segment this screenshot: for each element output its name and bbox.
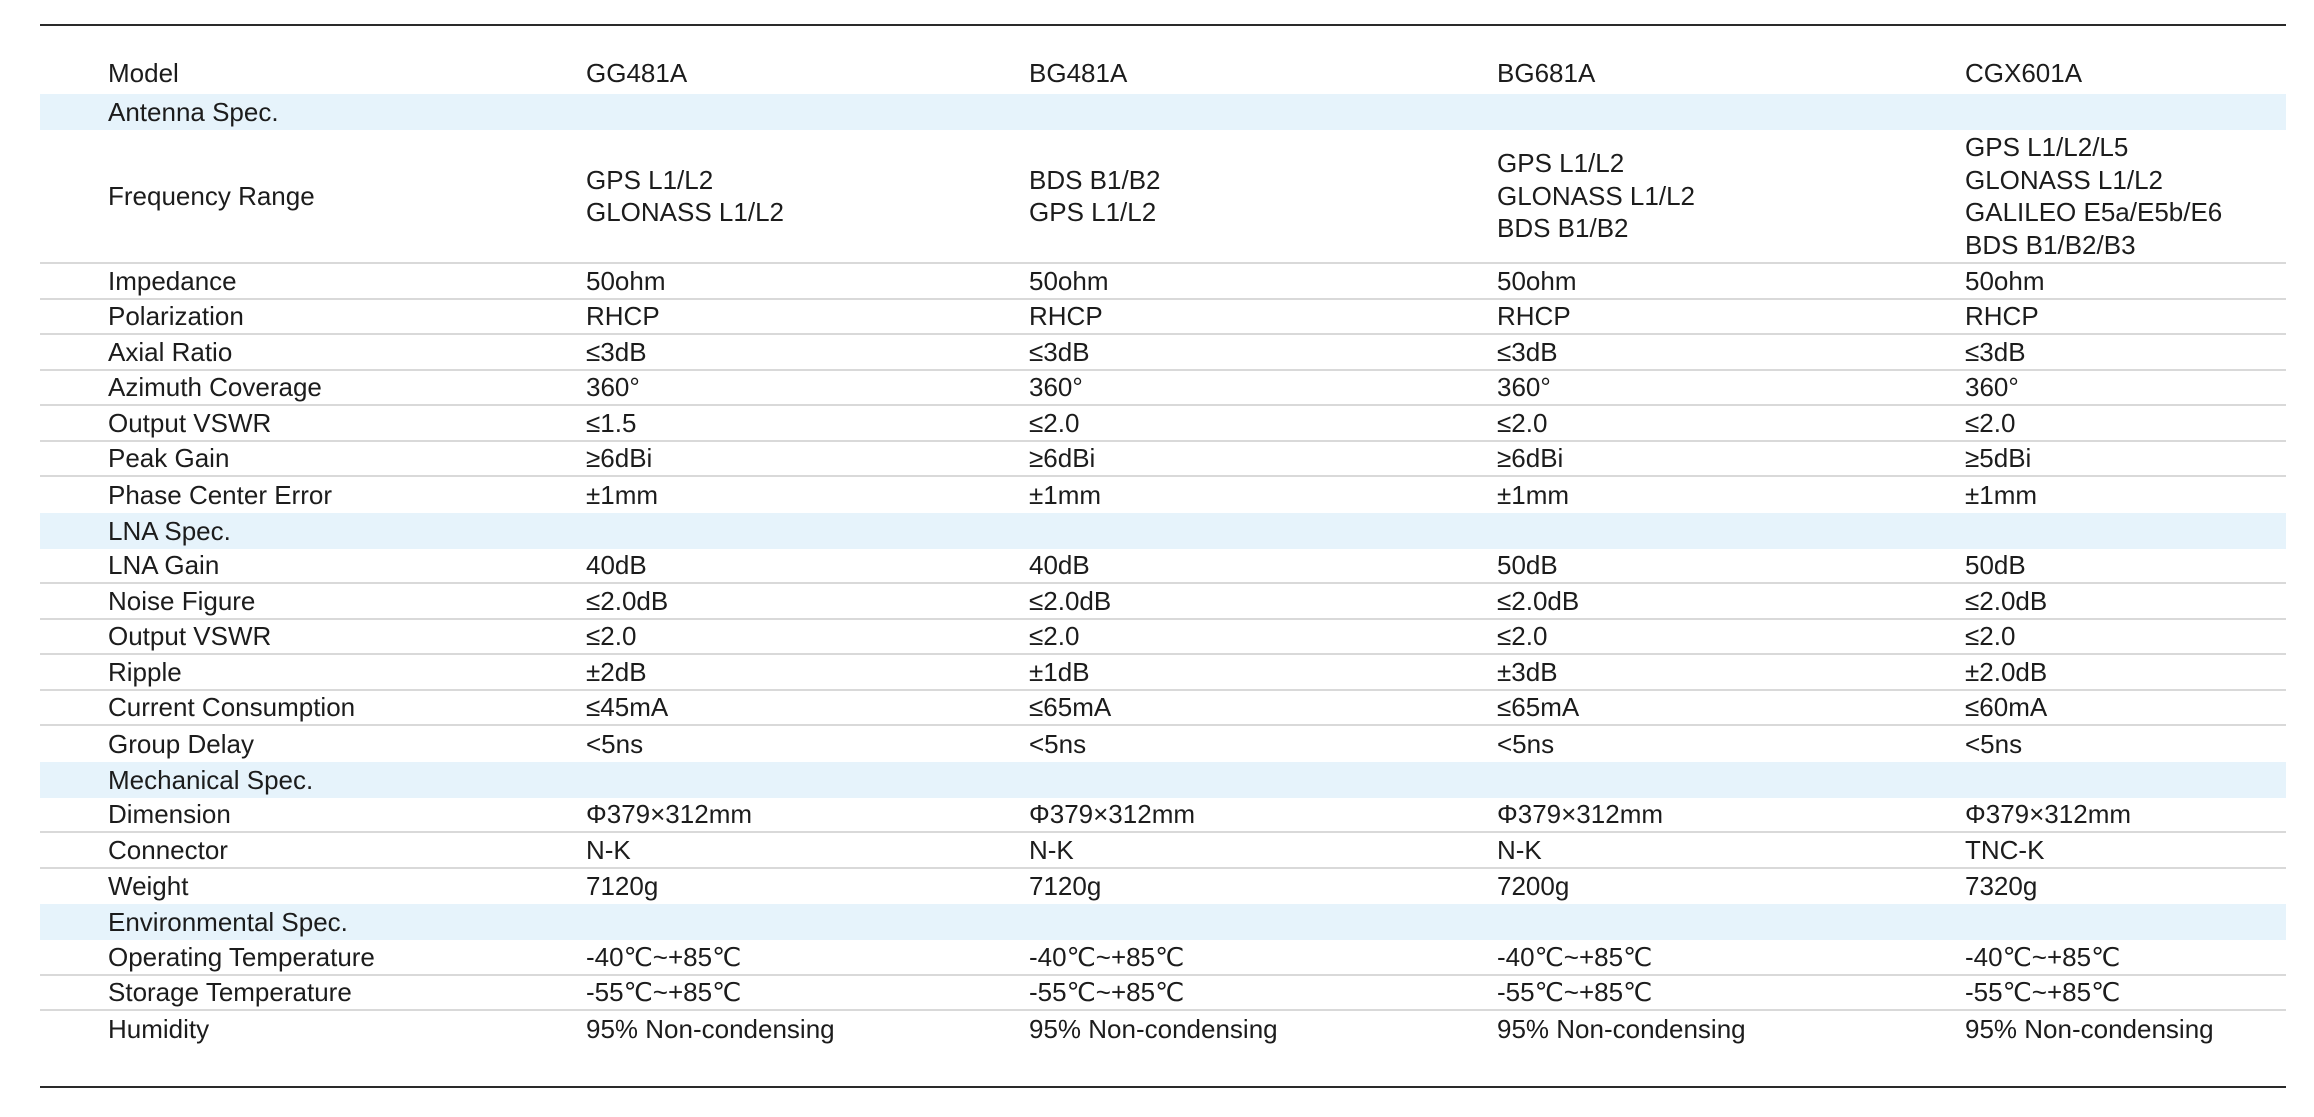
value-line: GLONASS L1/L2 [1497, 180, 1695, 211]
row-label: Humidity [108, 1013, 210, 1044]
row-value: ≤65mA [1497, 692, 1580, 723]
row-value: <5ns [586, 728, 644, 759]
row-value: ≥6dBi [586, 443, 653, 474]
section-title: Mechanical Spec. [108, 764, 314, 795]
row-value: <5ns [1965, 728, 2023, 759]
model-bg481a: BG481A [1029, 58, 1128, 88]
row-value: N-K [586, 834, 631, 865]
row-label: Weight [108, 871, 189, 902]
row-value: <5ns [1029, 728, 1087, 759]
row-label: LNA Gain [108, 550, 220, 581]
table-row [40, 620, 2286, 656]
row-label: Peak Gain [108, 443, 230, 474]
value-line: BDS B1/B2 [1497, 213, 1629, 244]
row-value: RHCP [1497, 301, 1571, 332]
row-value: N-K [1497, 834, 1542, 865]
value-line: GPS L1/L2 [586, 164, 714, 195]
section-header [40, 904, 2286, 940]
row-value: 360° [1497, 372, 1551, 403]
row-label: Azimuth Coverage [108, 372, 322, 403]
row-value: Φ379×312mm [586, 799, 753, 830]
row-value: ±2.0dB [1965, 656, 2048, 687]
row-value: ≤2.0 [1965, 621, 2016, 652]
row-value: -40℃~+85℃ [1965, 941, 2121, 972]
table-row [40, 976, 2286, 1012]
value-line: BDS B1/B2 [1029, 164, 1161, 195]
top-rule [40, 24, 2286, 26]
row-value: ≤2.0 [1965, 407, 2016, 438]
row-value: ≤2.0 [1497, 407, 1548, 438]
row-value: ≤3dB [586, 336, 647, 367]
row-value: RHCP [586, 301, 660, 332]
table-row [40, 833, 2286, 869]
row-value: RHCP [1965, 301, 2039, 332]
spec-table [40, 44, 2286, 1047]
table-row [40, 726, 2286, 762]
row-value: 95% Non-condensing [1029, 1013, 1278, 1044]
row-value: ≥6dBi [1029, 443, 1096, 474]
row-value: 50dB [1965, 550, 2026, 581]
table-row [40, 584, 2286, 620]
row-value: ±1mm [586, 479, 659, 510]
row-value: -40℃~+85℃ [1497, 941, 1653, 972]
row-value: ≤2.0dB [586, 585, 669, 616]
row-value: 50ohm [1497, 265, 1577, 296]
row-label: Output VSWR [108, 621, 272, 652]
row-value: 7120g [586, 871, 659, 902]
row-value: ≤2.0dB [1497, 585, 1580, 616]
row-label: Ripple [108, 656, 182, 687]
table-row [40, 264, 2286, 300]
header-row [40, 44, 2286, 94]
row-label: Axial Ratio [108, 336, 233, 367]
value-line: GLONASS L1/L2 [1965, 164, 2163, 195]
row-value: ≤2.0 [1029, 407, 1080, 438]
row-value: Φ379×312mm [1029, 799, 1196, 830]
row-value: 95% Non-condensing [1965, 1013, 2214, 1044]
row-value [1029, 164, 1497, 229]
row-value: ≥5dBi [1965, 443, 2032, 474]
row-value: 95% Non-condensing [586, 1013, 835, 1044]
row-value: 7200g [1497, 871, 1570, 902]
row-value: <5ns [1497, 728, 1555, 759]
value-line: GALILEO E5a/E5b/E6 [1965, 197, 2223, 227]
table-row [40, 549, 2286, 585]
row-value: Φ379×312mm [1497, 799, 1664, 830]
table-row [40, 130, 2286, 264]
row-value [1965, 131, 2286, 261]
row-value: -55℃~+85℃ [1497, 977, 1653, 1008]
row-value: ≤3dB [1965, 336, 2026, 367]
row-value: ≤60mA [1965, 692, 2048, 723]
section-title: Antenna Spec. [108, 97, 279, 127]
row-value: ±3dB [1497, 656, 1558, 687]
row-value: ≤1.5 [586, 407, 637, 438]
row-value: ±1mm [1029, 479, 1102, 510]
table-row [40, 335, 2286, 371]
model-bg681a: BG681A [1497, 58, 1596, 88]
row-value: RHCP [1029, 301, 1103, 332]
row-value: ≤3dB [1497, 336, 1558, 367]
row-value: 95% Non-condensing [1497, 1013, 1746, 1044]
model-cgx601a: CGX601A [1965, 58, 2083, 88]
row-value: ≤2.0 [1497, 621, 1548, 652]
row-value: ≤2.0dB [1029, 585, 1112, 616]
row-value: ≤2.0dB [1965, 585, 2048, 616]
model-gg481a: GG481A [586, 58, 688, 88]
row-label: Output VSWR [108, 407, 272, 438]
value-line: GPS L1/L2 [1029, 197, 1157, 227]
row-value [1497, 147, 1965, 245]
row-label: Current Consumption [108, 692, 356, 723]
row-value: 50dB [1497, 550, 1558, 581]
value-line: GLONASS L1/L2 [586, 197, 784, 227]
section-title: Environmental Spec. [108, 907, 348, 937]
table-row [40, 798, 2286, 834]
row-label: Dimension [108, 799, 231, 830]
row-value: -40℃~+85℃ [586, 941, 742, 972]
row-value: 50ohm [1029, 265, 1109, 296]
row-value: ≤45mA [586, 692, 669, 723]
row-label: Storage Temperature [108, 977, 352, 1008]
row-value: 40dB [1029, 550, 1090, 581]
table-row [40, 442, 2286, 478]
section-title: LNA Spec. [108, 515, 231, 546]
section-header [40, 513, 2286, 549]
row-value: -55℃~+85℃ [1965, 977, 2121, 1008]
table-row [40, 940, 2286, 976]
value-line: GPS L1/L2/L5 [1965, 132, 2129, 162]
row-value: ≥6dBi [1497, 443, 1564, 474]
row-value: ±1dB [1029, 656, 1090, 687]
row-label: Group Delay [108, 728, 254, 759]
row-label: Noise Figure [108, 585, 256, 616]
row-value: 360° [1965, 372, 2019, 403]
row-value: N-K [1029, 834, 1074, 865]
row-value: 360° [586, 372, 640, 403]
row-value: ±2dB [586, 656, 647, 687]
row-value: -55℃~+85℃ [586, 977, 742, 1008]
row-label: Operating Temperature [108, 941, 375, 972]
section-header [40, 762, 2286, 798]
row-value: 360° [1029, 372, 1083, 403]
row-value: -40℃~+85℃ [1029, 941, 1185, 972]
row-value: Φ379×312mm [1965, 799, 2132, 830]
table-row [40, 300, 2286, 336]
table-row [40, 477, 2286, 513]
row-value: ≤3dB [1029, 336, 1090, 367]
table-row [40, 1011, 2286, 1047]
row-value: 7320g [1965, 871, 2038, 902]
row-value: ≤2.0 [1029, 621, 1080, 652]
row-value: ≤65mA [1029, 692, 1112, 723]
section-header [40, 94, 2286, 130]
row-value: 50ohm [1965, 265, 2045, 296]
row-value: ±1mm [1497, 479, 1570, 510]
value-line: BDS B1/B2/B3 [1965, 229, 2136, 260]
row-label: Polarization [108, 301, 244, 332]
row-value: 40dB [586, 550, 647, 581]
row-label: Connector [108, 834, 228, 865]
row-label: Frequency Range [108, 181, 315, 211]
row-value: ±1mm [1965, 479, 2038, 510]
row-value [586, 164, 1029, 229]
table-row [40, 406, 2286, 442]
table-row [40, 371, 2286, 407]
row-value: -55℃~+85℃ [1029, 977, 1185, 1008]
header-label: Model [108, 58, 179, 88]
row-value: 7120g [1029, 871, 1102, 902]
row-value: 50ohm [586, 265, 666, 296]
row-label: Impedance [108, 265, 237, 296]
bottom-rule [40, 1086, 2286, 1088]
row-value: ≤2.0 [586, 621, 637, 652]
table-row [40, 691, 2286, 727]
table-row [40, 869, 2286, 905]
table-row [40, 655, 2286, 691]
row-value: TNC-K [1965, 834, 2045, 865]
row-label: Phase Center Error [108, 479, 332, 510]
value-line: GPS L1/L2 [1497, 148, 1625, 179]
